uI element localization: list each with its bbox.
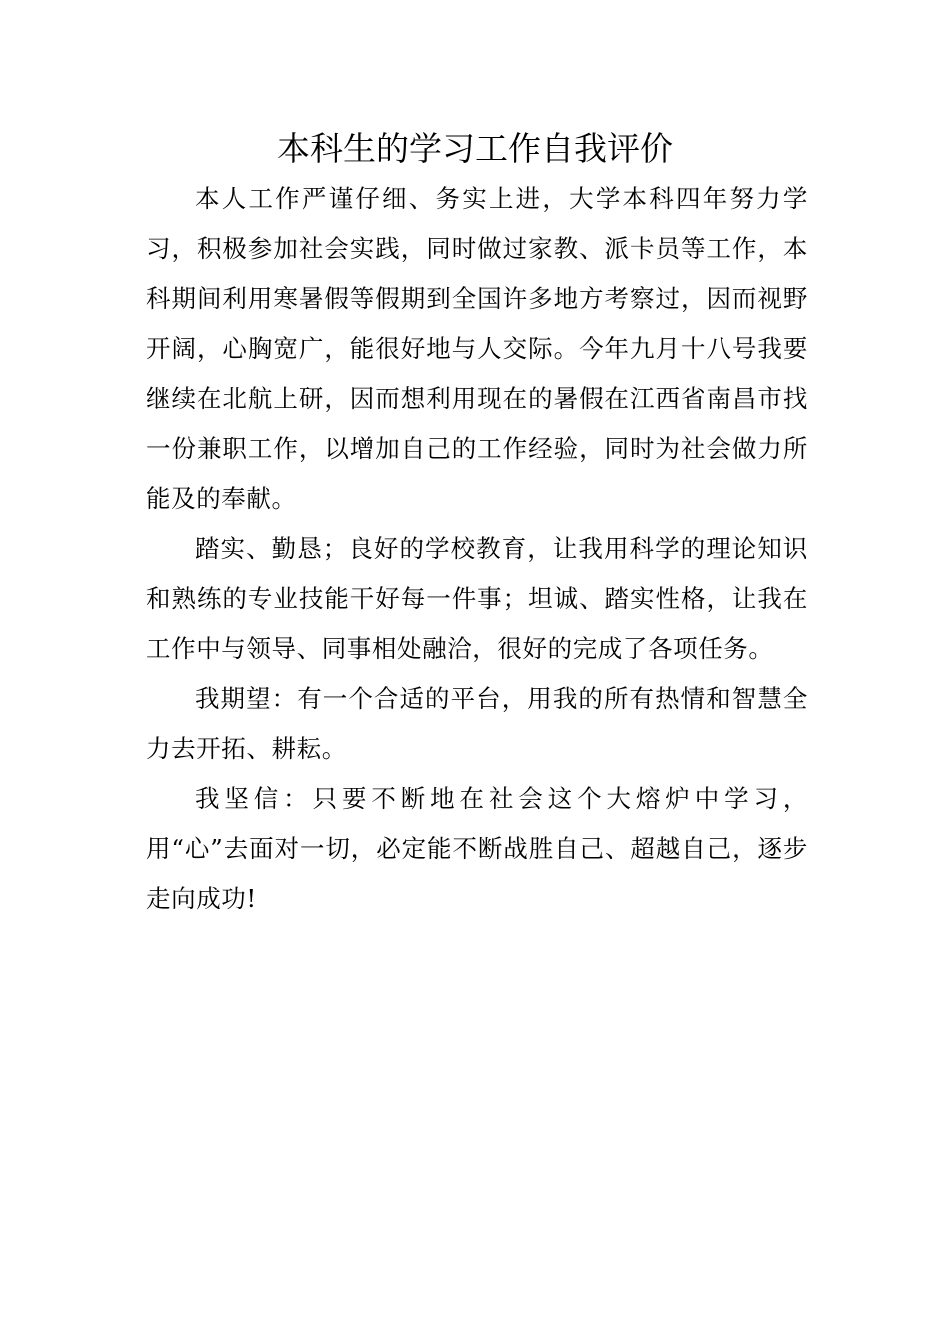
paragraph-4: 我坚信：只要不断地在社会这个大熔炉中学习，用“心”去面对一切，必定能不断战胜自己、超越自己，逐步走向成功! <box>146 784 808 913</box>
paragraph-2: 踏实、勤恳；良好的学校教育，让我用科学的理论知识和熟练的专业技能干好每一件事；坦诚、踏实性格，让我在工作中与领导、同事相处融洽，很好的完成了各项任务。 <box>146 534 808 663</box>
document-body <box>146 174 808 924</box>
document-title: 本科生的学习工作自我评价 <box>277 129 673 168</box>
paragraph-3: 我期望：有一个合适的平台，用我的所有热情和智慧全力去开拓、耕耘。 <box>146 684 808 763</box>
paragraph-1: 本人工作严谨仔细、务实上进，大学本科四年努力学习，积极参加社会实践，同时做过家教、派卡员等工作，本科期间利用寒暑假等假期到全国许多地方考察过，因而视野开阔，心胸宽广，能很好地与人交际。今年九月十八号我要继续在北航上研，因而想利用现在的暑假在江西省南昌市找一份兼职工作，以增加自己的工作经验，同时为社会做力所能及的奉献。 <box>146 184 808 513</box>
